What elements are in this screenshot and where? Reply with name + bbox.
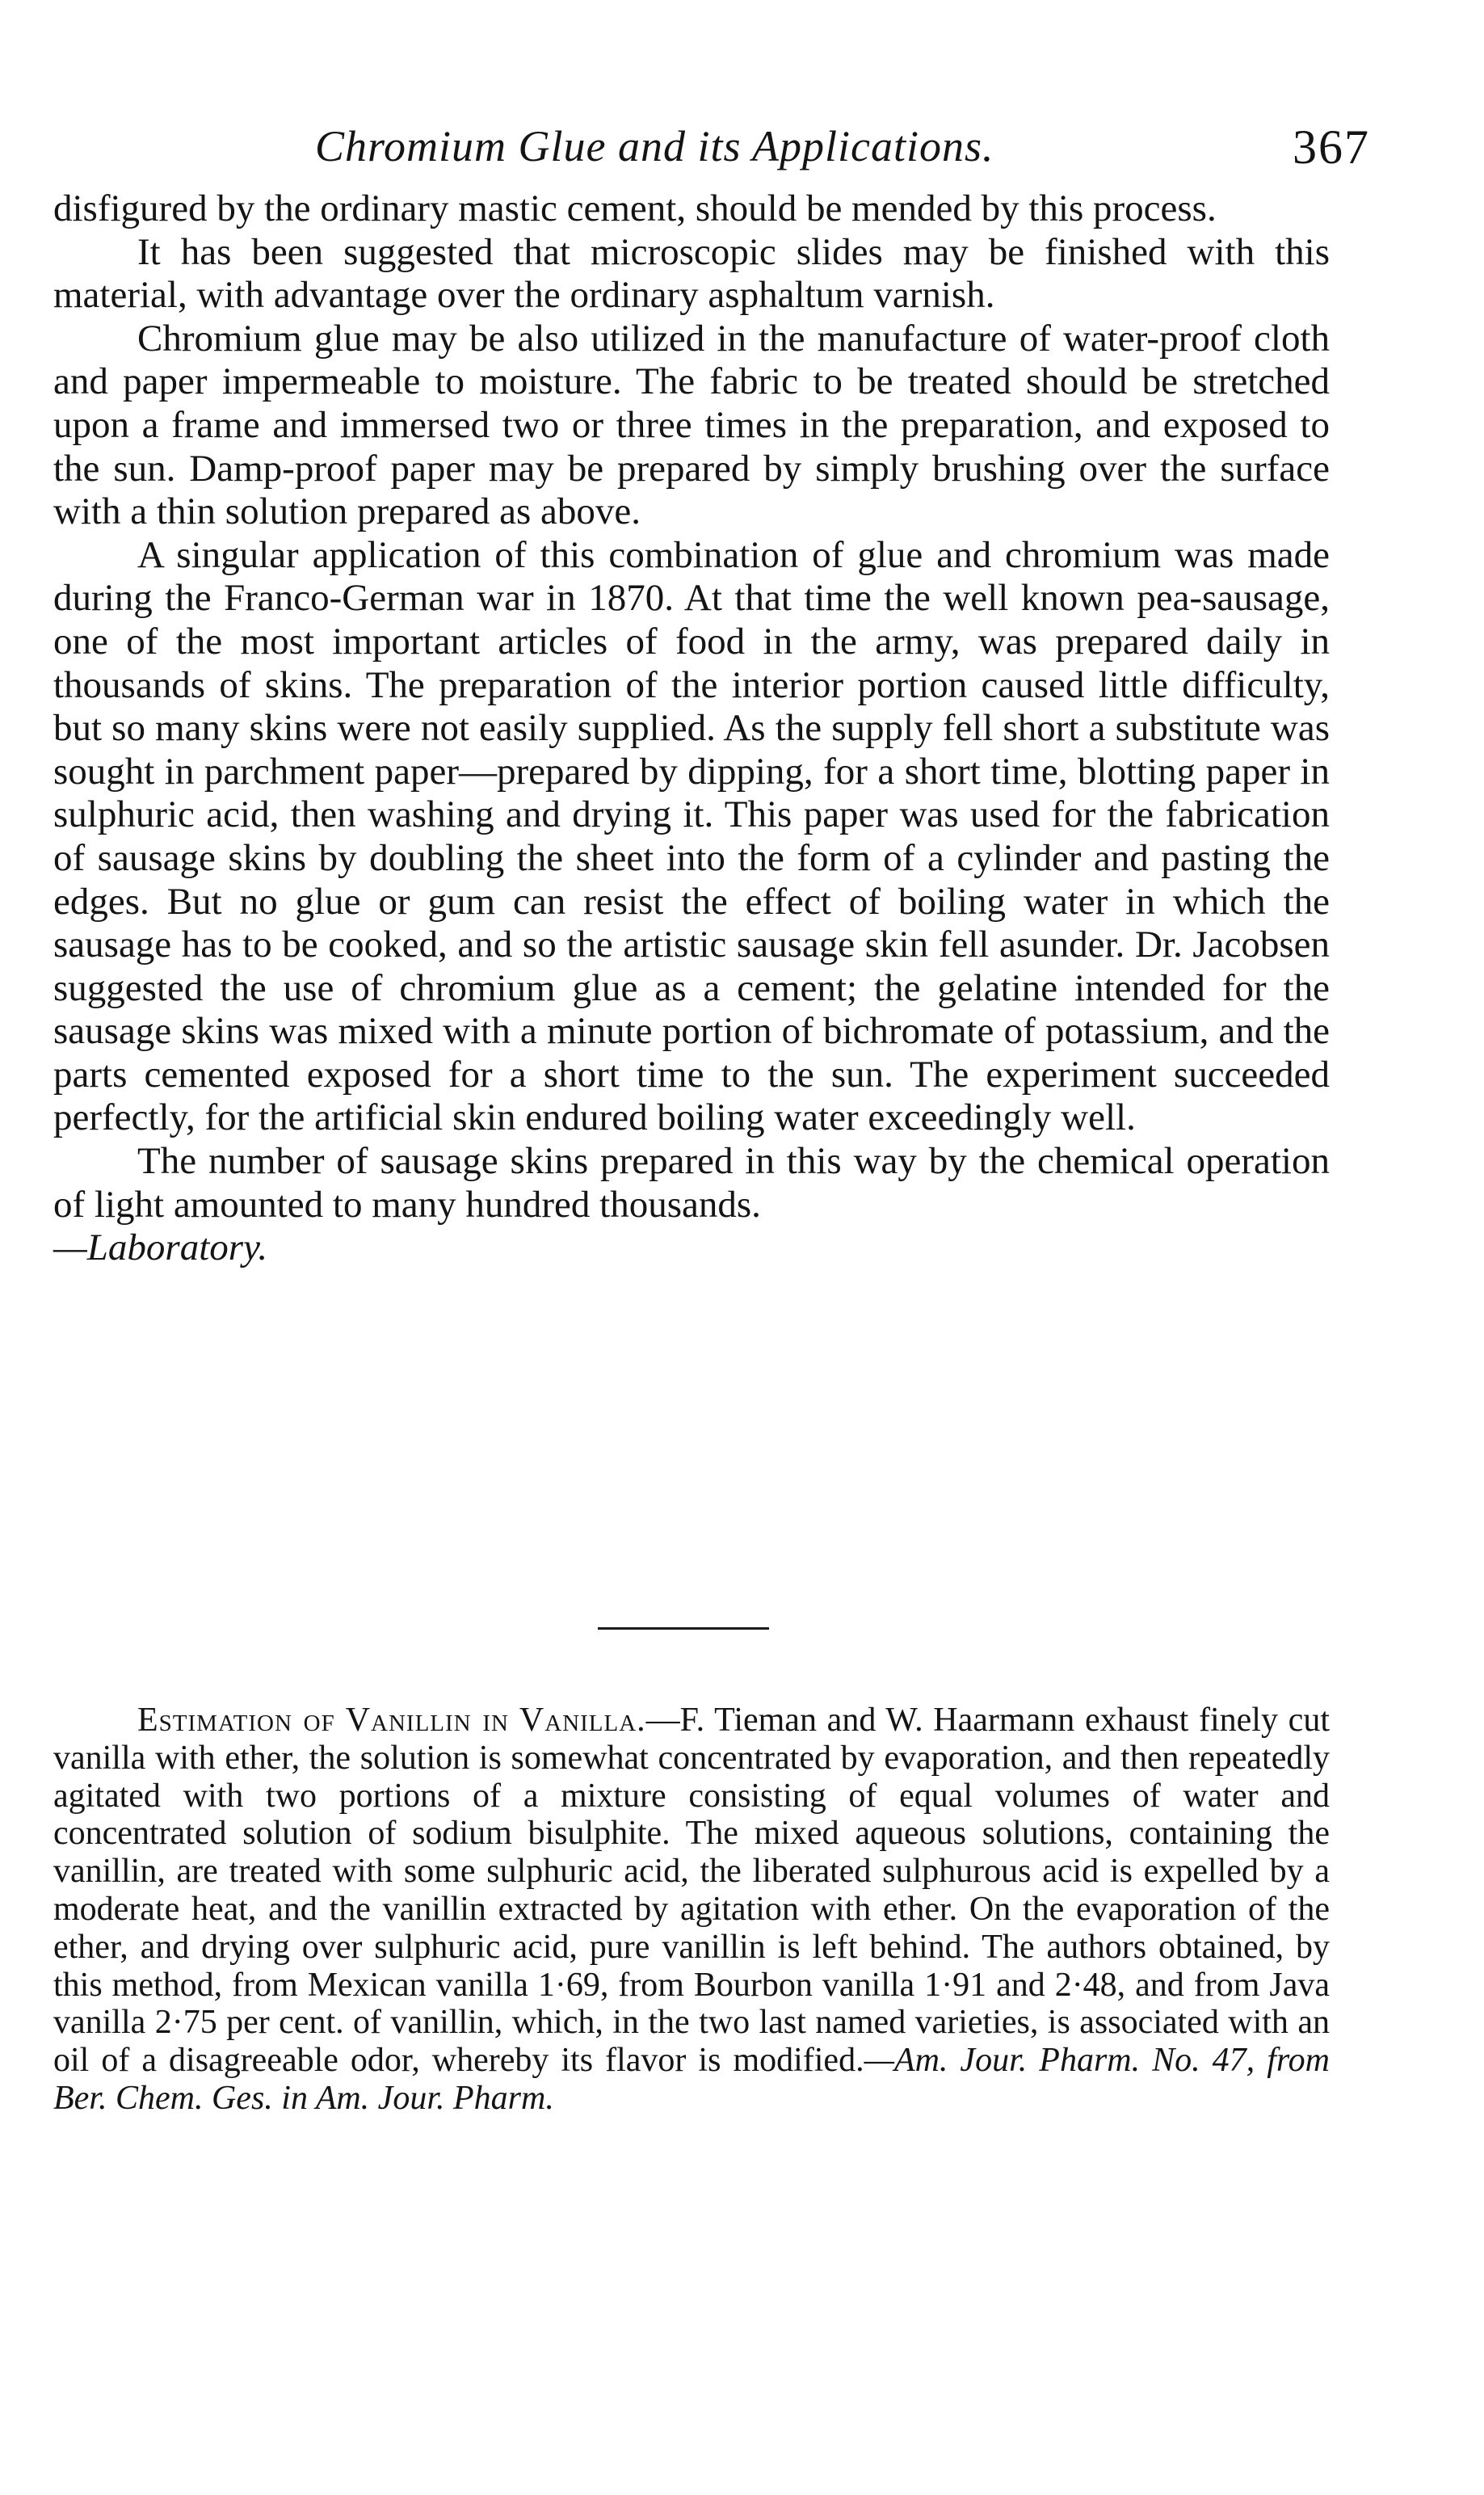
note-body: —F. Tieman and W. Haarmann exhaust finely cut vanilla with ether, the solution is somewhat concentrated by evaporation, and then repeatedly agitated with two portions of a mixture consisting of equal volumes of water and concentrated solution of sodium bisulphite. The mixed aqueous solutions, containing the vanillin, are treated with some sulphuric acid, the liberated sulphurous acid is expelled by a moderate heat, and the vanillin extracted by agitation with ether. On the evaporation of the ether, and drying over sulphuric acid, pure vanillin is left behind. The authors obtained, by this method, from Mexican vanilla 1·69, from Bourbon vanilla 1·91 and 2·48, and from Java vanilla 2·75 per cent. of vanillin, which, in the two last named varieties, is associated with an oil of a disagreeable odor, whereby its flavor is modified. — [53, 1702, 1330, 2080]
paragraph-pea-sausage: A singular application of this combination of glue and chromium was made during the Franco-German war in 1870. At that time the well known pea-sausage, one of the most important articles of food in the army, was prepared daily in thousands of skins. The preparation of the interior portion caused little difficulty, but so many skins were not easily supplied. As the supply fell short a substitute was sought in parchment paper—prepared by dipping, for a short time, blotting paper in sulphuric acid, then washing and drying it. This paper was used for the fabrication of sausage skins by doubling the sheet into the form of a cylinder and pasting the edges. But no glue or gum can resist the effect of boiling water in which the sausage has to be cooked, and so the artistic sausage skin fell asunder. Dr. Jacobsen suggested the use of chromium glue as a cement; the gelatine intended for the sausage skins was mixed with a minute portion of bichromate of potassium, and the parts cemented exposed for a short time to the sun. The experiment succeeded perfectly, for the artificial skin endured boiling water exceedingly well. — [53, 533, 1330, 1139]
note-citation: —Am. Jour. Pharm. No. 47, from Ber. Chem. Ges. in Am. Jour. Pharm. — [53, 2042, 1330, 2117]
paragraph-microscopic-slides: It has been suggested that microscopic slides may be finished with this material, with advantage over the ordinary asphaltum varnish. — [53, 230, 1330, 317]
note-heading: Estimation of Vanillin in Vanilla. — [137, 1702, 646, 1739]
source-citation: —Laboratory. — [53, 1226, 268, 1269]
section-divider — [598, 1627, 769, 1630]
paragraph-sausage-skins: The number of sausage skins prepared in this way by the chemical operation of light amounted to many hundred thousands. — [53, 1140, 1330, 1226]
vanillin-note — [53, 1702, 1330, 2118]
article-source — [53, 1226, 1330, 1270]
running-title: Chromium Glue and its Applications. — [315, 122, 994, 170]
page-number: 367 — [1293, 120, 1370, 174]
paragraph-waterproof-cloth: Chromium glue may be also utilized in the manufacture of water-proof cloth and paper impermeable to moisture. The fabric to be treated should be stretched upon a frame and immersed two or three times in the preparation, and exposed to the sun. Damp-proof paper may be prepared by simply brushing over the surface with a thin solution prepared as above. — [53, 317, 1330, 533]
paragraph-continuation: disfigured by the ordinary mastic cement, should be mended by this process. — [53, 187, 1217, 229]
article-body — [53, 187, 1330, 1270]
